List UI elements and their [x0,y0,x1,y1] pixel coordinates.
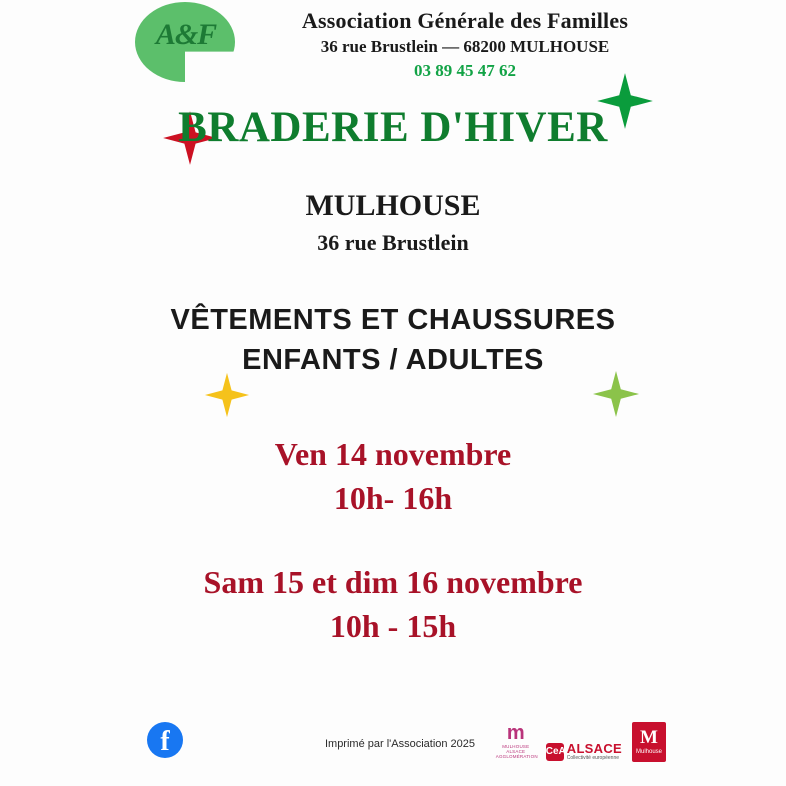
mulhouse-sub: Mulhouse [635,749,662,755]
partner-m2a [496,722,536,762]
mulhouse-logo [632,722,666,762]
location-city: MULHOUSE [305,189,481,222]
association-phone: 03 89 45 47 62 [414,61,516,80]
partner-alsace [546,742,622,762]
alsace-text [567,742,622,762]
date-entry [0,560,786,648]
alsace-sub: Collectivité européenne [566,755,620,761]
dates-block [0,432,786,678]
partner-mulhouse [632,722,666,762]
m2a-logo [496,722,536,762]
categories-line-2: ENFANTS / ADULTES [242,344,544,376]
partner-logos [496,714,666,762]
association-address: 36 rue Brustlein — 68200 MULHOUSE [320,37,610,56]
print-note: Imprimé par l'Association 2025 [324,738,476,750]
facebook-glyph: f [160,726,170,757]
location-street: 36 rue Brustlein [317,230,469,255]
logo-monogram: A&F [155,18,217,51]
m2a-glyph: m [506,722,525,744]
location-block [0,188,786,258]
date-hours: 10h - 15h [329,608,457,644]
date-entry [0,432,786,520]
date-label: Ven 14 novembre [274,436,512,472]
page-title: BRADERIE D'HIVER [178,104,608,151]
poster-footer [0,702,786,772]
association-name: Association Générale des Familles [301,8,629,33]
date-label: Sam 15 et dim 16 novembre [203,564,583,600]
facebook-icon[interactable] [147,722,183,758]
m2a-sub: MULHOUSE ALSACE AGGLOMÉRATION [495,744,538,759]
poster-header [0,0,786,100]
alsace-badge: CeA [546,743,564,761]
categories-line-1: VÊTEMENTS ET CHAUSSURES [170,304,616,336]
title-row [0,103,786,152]
categories-block [0,300,786,380]
alsace-label: ALSACE [566,741,622,756]
agf-logo [135,2,245,82]
alsace-logo [546,742,622,762]
association-block [255,8,675,82]
date-hours: 10h- 16h [333,480,453,516]
mulhouse-glyph: M [640,727,658,748]
